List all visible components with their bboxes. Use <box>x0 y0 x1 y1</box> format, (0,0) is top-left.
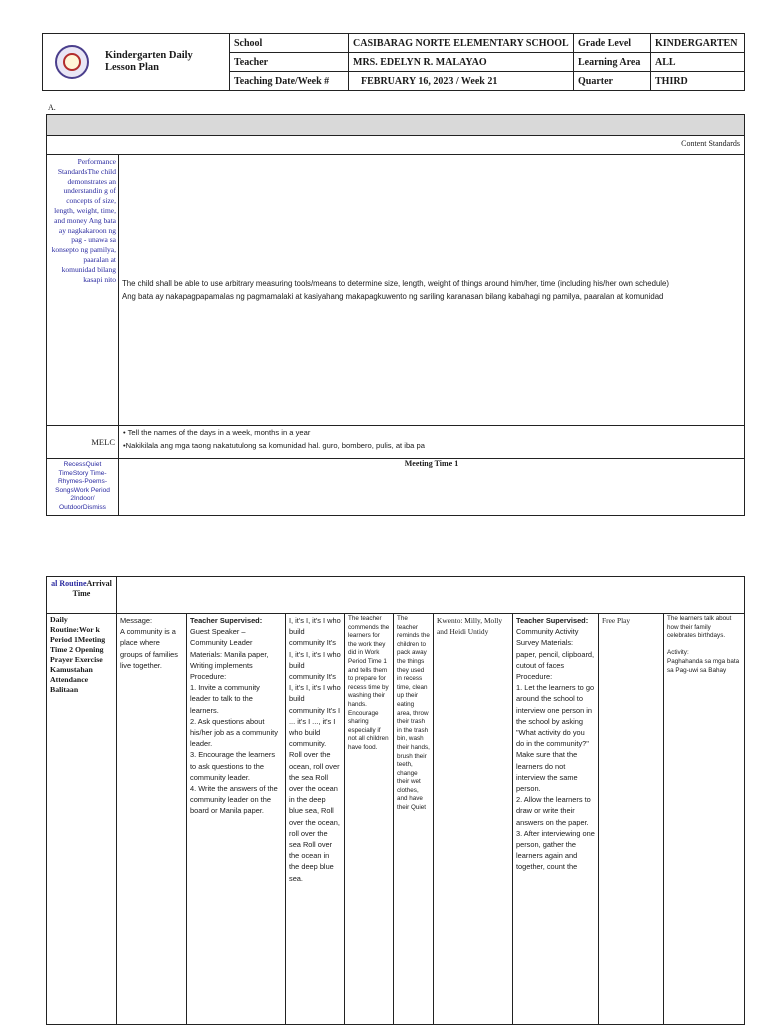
learning-area-value: ALL <box>651 53 745 72</box>
performance-text-english: The child shall be able to use arbitrary measuring tools/means to determine size, length, weight of things around him/her, time (including his/her own schedule) <box>122 278 669 288</box>
plan-title: Kindergarten Daily Lesson Plan <box>101 34 230 91</box>
learning-area-label: Learning Area <box>574 53 651 72</box>
section-letter: A. <box>48 103 56 112</box>
survey-body: Community Activity Survey Materials: paper, pencil, clipboard, cutout of faces Procedure: 1. Let the learners to go around the school to interview one person in the school by asking "What activity do you do in the community?" Make sure that the learners do not interview the same person. 2. Allow the learners to draw or write their answers on the paper. 3. After interviewing one person, gather the learners again and together, count the <box>516 627 595 872</box>
free-play-cell: Free Play <box>599 614 664 1025</box>
melc-label: MELC <box>47 426 119 459</box>
school-label: School <box>230 34 349 53</box>
survey-title: Teacher Supervised: <box>516 616 589 625</box>
arrival-prefix: al Routine <box>51 579 87 588</box>
arrival-time-content <box>117 577 745 614</box>
grade-level-label: Grade Level <box>574 34 651 53</box>
melc-item: • Tell the names of the days in a week, months in a year <box>123 428 311 437</box>
deped-seal-cell <box>43 34 102 91</box>
quiet-time-cell: The teacher reminds the children to pack away the things they used in recess time, clean up their eating area, throw their trash in the trash bin, wash their hands, brush their teeth, change their wet clothes, and have their Quiet <box>394 614 434 1025</box>
performance-standards-label: Performance StandardsThe child demonstrates an understandin g of concepts of size, length, weight, time, and money Ang bata ay nagkakaroon ng pag - unawa sa konsepto ng pamilya, paaralan at komunidad bilang kasapi nito <box>47 155 119 426</box>
meeting-time-label: Meeting Time 1 <box>119 459 745 516</box>
quarter-label: Quarter <box>574 72 651 91</box>
grade-level-value: KINDERGARTEN <box>651 34 745 53</box>
message-cell <box>117 614 187 1025</box>
school-value: CASIBARAG NORTE ELEMENTARY SCHOOL <box>349 34 574 53</box>
guest-speaker-cell <box>187 614 286 1025</box>
gray-header-bar <box>47 115 745 136</box>
performance-text-filipino: Ang bata ay nakapagpapamalas ng pagmamalaki at kasiyahang makapagkuwento ng sariling karanasan bilang kabahagi ng pamilya, paaralan at komunidad <box>122 292 664 301</box>
section-a-table <box>46 114 745 516</box>
teaching-date-value: FEBRUARY 16, 2023 / Week 21 <box>349 72 574 91</box>
section-b-table <box>46 576 745 1025</box>
melc-content <box>119 426 745 459</box>
daily-routine-cell: Daily Routine:Wor k Period 1Meeting Time 2 Opening Prayer Exercise Kamustahan Attendance Balitaan <box>47 614 117 1025</box>
guest-speaker-title: Teacher Supervised: <box>190 616 263 625</box>
birthdays-text: The learners talk about how their family celebrates birthdays. Activity: Paghahanda sa mga bata sa Pag-uwi sa Bahay <box>667 615 740 674</box>
guest-speaker-body: Guest Speaker – Community Leader Materials: Manila paper, Writing implements Procedure: 1. Invite a community leader to talk to the learners. 2. Ask questions about his/her job as a community leader. 3. Encourage the learners to ask questions to the community leader. 4. Write the answers of the community leader on the board or Manila paper. <box>190 627 278 816</box>
teacher-value: MRS. EDELYN R. MALAYAO <box>349 53 574 72</box>
performance-standards-text <box>119 155 745 426</box>
dismissal-cell <box>664 614 745 1025</box>
story-time-cell: Kwento: Milly, Molly and Heidi Untidy <box>434 614 513 1025</box>
quarter-value: THIRD <box>651 72 745 91</box>
teacher-label: Teacher <box>230 53 349 72</box>
message-text: Message: A community is a place where groups of families live together. <box>120 616 178 670</box>
content-standards-label: Content Standards <box>47 136 745 155</box>
survey-cell <box>513 614 599 1025</box>
header-table <box>42 33 745 91</box>
arrival-time-cell <box>47 577 117 614</box>
deped-seal-icon <box>55 45 89 79</box>
arrival-label: Arrival Time <box>72 579 112 598</box>
song-cell: I, it's I, it's I who build community It's I, it's I, it's I who build community It's I, it's I, it's I who build community It's I ... it's I ..., it's I who build community. Roll over the ocean, roll over the sea Roll over the ocean in the deep blue sea, Roll over the ocean, roll over the sea Roll over the ocean in the deep blue sea. <box>286 614 345 1025</box>
schedule-labels: RecessQuiet TimeStory Time-Rhymes-Poems-SongsWork Period 2Indoor/ OutdoorDismiss <box>47 459 119 516</box>
melc-item: •Nakikilala ang mga taong nakatutulong sa komunidad hal. guro, bombero, pulis, at iba pa <box>123 441 425 450</box>
teaching-date-label: Teaching Date/Week # <box>230 72 349 91</box>
recess-cell: The teacher commends the learners for the work they did in Work Period Time 1 and tells them to prepare for recess time by washing their hands. Encourage sharing especially if not all children have food. <box>345 614 394 1025</box>
